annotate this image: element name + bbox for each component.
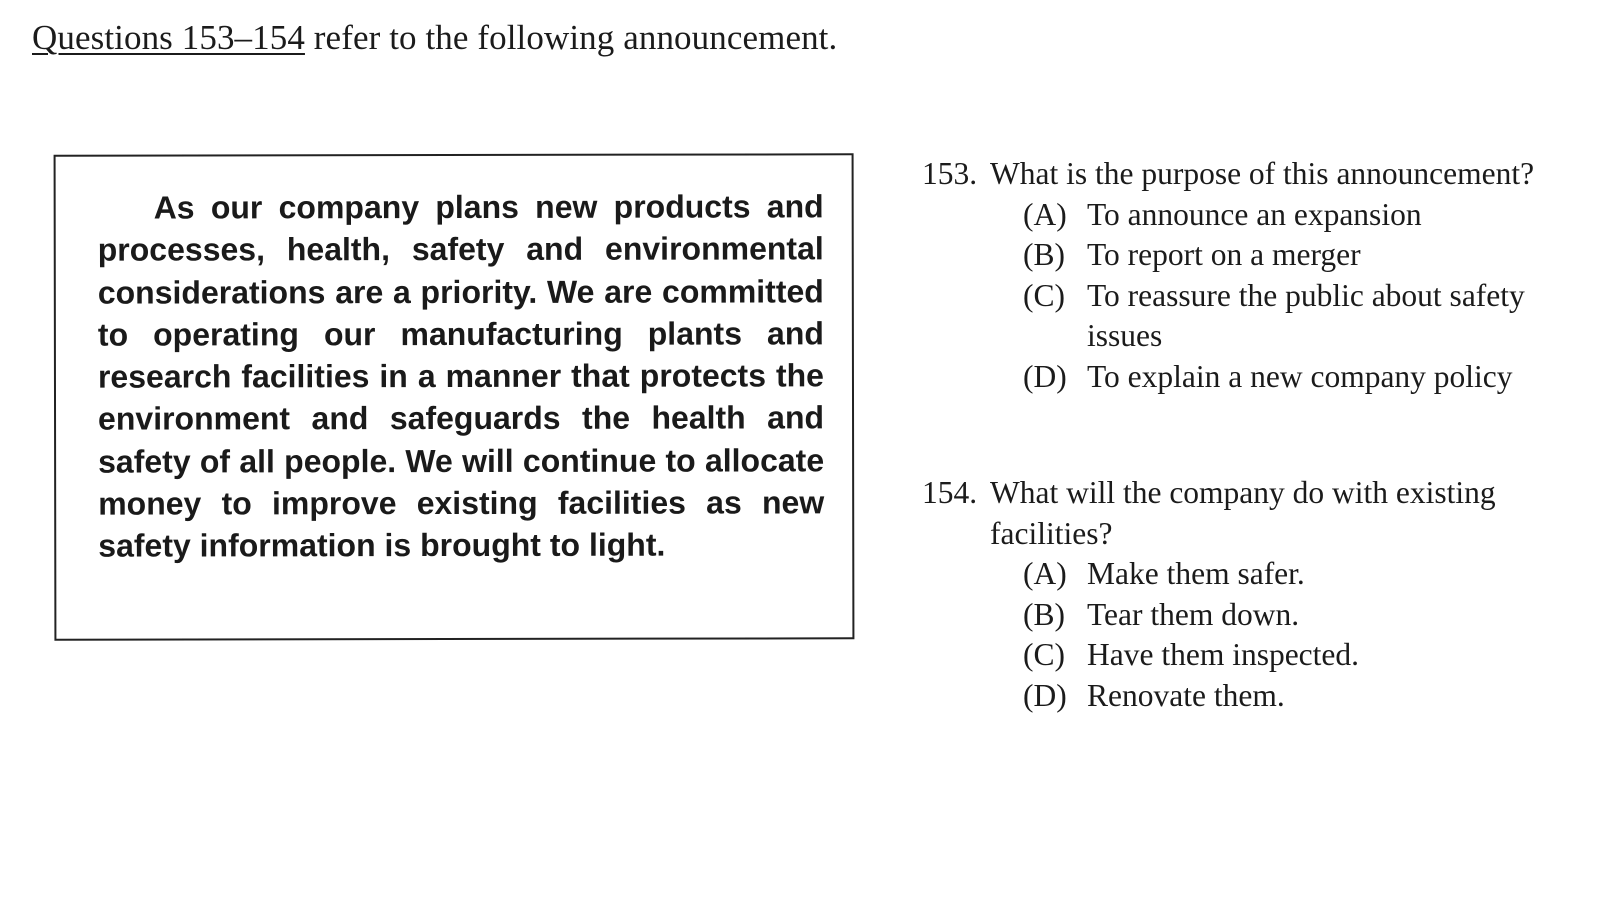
answer-options [1023, 195, 1582, 398]
option-text: To reassure the public about safety issues [1087, 277, 1525, 353]
answer-options [1023, 554, 1582, 716]
answer-option-b[interactable] [1023, 595, 1582, 636]
question-number: 153. [922, 156, 978, 191]
option-letter: (C) [1023, 277, 1065, 313]
option-text: To report on a merger [1087, 237, 1361, 272]
option-text: Tear them down. [1087, 596, 1300, 632]
option-letter: (B) [1023, 237, 1065, 272]
option-text: Make them safer. [1087, 556, 1305, 591]
answer-option-b[interactable] [1023, 235, 1582, 276]
announcement-box [54, 153, 855, 640]
answer-option-d[interactable] [1023, 676, 1582, 717]
question-153 [922, 154, 1582, 397]
option-text: Have them inspected. [1087, 637, 1360, 672]
questions-range: Questions 153–154 [32, 18, 305, 57]
announcement-text: As our company plans new products and processes, health, safety and environmental considerations are a priority. We are committed to operating our manufacturing plants and research facilities in a manner that protects the environment and safeguards the health and safety of all people. We will continue to allocate money to improve existing facilities as new safety information is brought to light. [97, 188, 825, 564]
question-stem: What will the company do with existing facilities? [990, 475, 1496, 551]
question-stem: What is the purpose of this announcement? [990, 156, 1535, 191]
answer-option-c[interactable] [1023, 276, 1582, 357]
option-letter: (A) [1023, 556, 1067, 591]
option-letter: (D) [1023, 358, 1067, 394]
option-text: Renovate them. [1087, 677, 1285, 713]
question-154 [922, 473, 1582, 716]
answer-option-a[interactable] [1023, 554, 1582, 595]
section-heading [32, 18, 837, 58]
answer-option-c[interactable] [1023, 635, 1582, 676]
answer-option-a[interactable] [1023, 195, 1582, 236]
option-letter: (A) [1023, 196, 1067, 232]
option-text: To announce an expansion [1087, 196, 1422, 232]
heading-instruction: refer to the following announcement. [304, 18, 838, 57]
question-number: 154. [922, 475, 978, 510]
option-text: To explain a new company policy [1087, 358, 1513, 394]
option-letter: (D) [1023, 677, 1067, 713]
option-letter: (C) [1023, 637, 1065, 672]
answer-option-d[interactable] [1023, 357, 1582, 398]
option-letter: (B) [1023, 596, 1065, 632]
